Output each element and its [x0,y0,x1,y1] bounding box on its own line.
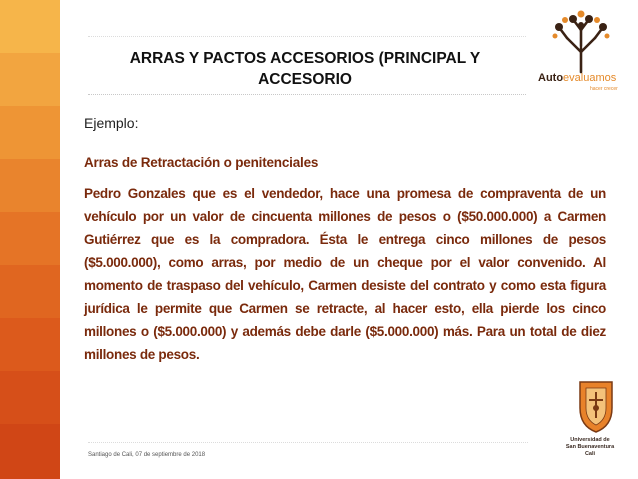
footer-date: Santiago de Cali, 07 de septiembre de 2018 [88,452,206,458]
wordmark-evaluamos: evaluamos [563,72,617,84]
university-name [548,437,632,458]
sidebar-segment [0,159,60,213]
subheading: Arras de Retractación o penitenciales [84,155,319,170]
sidebar-segment [0,424,60,479]
university-seal-logo [566,378,626,434]
sidebar-segment [0,106,60,160]
footer-divider [88,442,528,443]
university-line3: Cali [584,451,596,457]
sidebar-segment [0,371,60,425]
left-gradient-bar [0,0,60,479]
sidebar-segment [0,265,60,319]
university-line2: San Buenaventura [565,444,615,450]
title-divider [88,94,526,95]
top-divider [88,36,526,37]
autoevaluamos-wordmark [538,72,616,84]
slide-title: ARRAS Y PACTOS ACCESORIOS (PRINCIPAL Y ACCESORIO [129,50,481,88]
sidebar-segment [0,318,60,372]
sidebar-segment [0,212,60,266]
body-paragraph: Pedro Gonzales que es el vendedor, hace una promesa de compraventa de un vehículo por un valor de cincuenta millones de pesos o ($50.000.000) a Carmen Gutiérrez que es la compradora. Ésta le entrega cinco millones de pesos ($5.000.000), como arras, por medio de un cheque por el valor convenido. Al momento de traspaso del vehículo, Carmen desiste del contrato y como esta figura jurídica le permite que Carmen se retracte, al hacer esto, ella pierde los cinco millones o ($5.000.000) y además debe darle ($5.000.000) más. Para un total de diez millones de pesos. [84,186,606,362]
autoevaluamos-tagline: hacer crecer [590,86,618,92]
sidebar-segment [0,0,60,54]
university-line1: Universidad de [570,437,610,443]
wordmark-auto: Auto [538,72,564,84]
example-label: Ejemplo: [84,115,139,131]
sidebar-segment [0,53,60,107]
